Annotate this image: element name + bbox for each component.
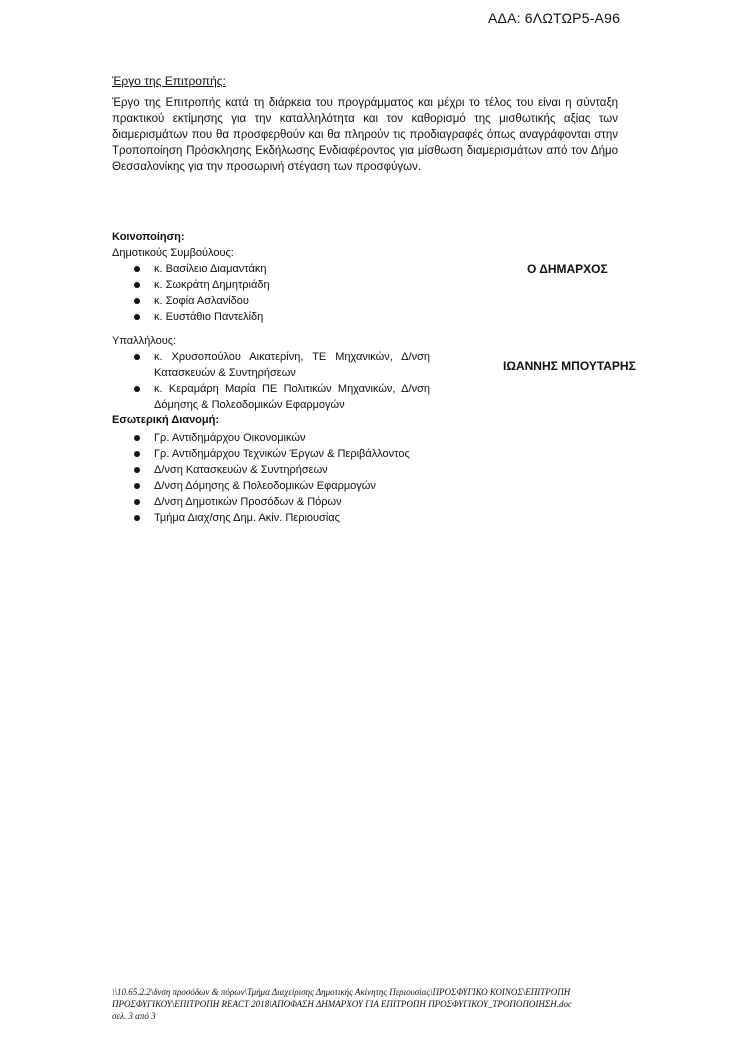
- list-item: κ. Σοφία Ασλανίδου: [112, 293, 270, 309]
- paragraph-line: Τροποποίηση Πρόσκλησης Εκδήλωσης Ενδιαφέροντος για μίσθωση διαμερισμάτων από τον Δήμο: [112, 145, 618, 157]
- footer-line: \\10.65.2.2\δνση προσόδων & πόρων\Τμήμα Διαχείρισης Δημοτικής Ακίνητης Περιουσίας\ΠΡΟΣΦΥΓΙΚΟ ΚΟΙΝΟΣ\ΕΠΙΤΡΟΠΗ: [112, 987, 571, 997]
- councillors-label: Δημοτικούς Συμβούλους:: [112, 247, 234, 259]
- footer-path: [112, 986, 632, 1022]
- section-title: Έργο της Επιτροπής:: [112, 74, 226, 88]
- footer-line: ΠΡΟΣΦΥΓΙΚΟΥ\ΕΠΙΤΡΟΠΗ REACT 2018\ΑΠΟΦΑΣΗ ΔΗΜΑΡΧΟΥ ΓΙΑ ΕΠΙΤΡΟΠΗ ΠΡΟΣΦΥΓΙΚΟΥ_ΤΡΟΠΟΠΟΙΗΣΗ.doc: [112, 999, 572, 1009]
- internal-distribution-block: [112, 412, 410, 526]
- bullet-icon: [134, 298, 140, 304]
- bullet-icon: [134, 354, 140, 360]
- bullet-icon: [134, 282, 140, 288]
- list-item: Δ/νση Κατασκευών & Συντηρήσεων: [112, 462, 410, 478]
- bullet-icon: [134, 499, 140, 505]
- list-item: κ. Ευστάθιο Παντελίδη: [112, 309, 270, 325]
- bullet-icon: [134, 386, 140, 392]
- ada-code: ΑΔΑ: 6ΛΩΤΩΡ5-Α96: [488, 10, 621, 26]
- bullet-icon: [134, 515, 140, 521]
- internal-heading: Εσωτερική Διανομή:: [112, 414, 220, 426]
- committee-paragraph: [112, 95, 618, 175]
- bullet-icon: [134, 266, 140, 272]
- signature-name: ΙΩΑΝΝΗΣ ΜΠΟΥΤΑΡΗΣ: [503, 359, 636, 373]
- employees-label: Υπαλλήλους:: [112, 335, 177, 347]
- list-item: κ. Σωκράτη Δημητριάδη: [112, 277, 270, 293]
- internal-list: [112, 430, 410, 526]
- list-item: κ. Χρυσοπούλου Αικατερίνη, ΤΕ Μηχανικών, Δ/νση Κατασκευών & Συντηρήσεων: [112, 349, 430, 381]
- councillors-list: [112, 261, 270, 325]
- paragraph-line: Θεσσαλονίκης για την προσωρινή στέγαση των προσφύγων.: [112, 161, 422, 173]
- bullet-icon: [134, 467, 140, 473]
- paragraph-line: Έργο της Επιτροπής κατά τη διάρκεια του προγράμματος και μέχρι το τέλος του είναι η σύνταξη: [112, 97, 618, 109]
- paragraph-line: διαμερισμάτων που θα προσφερθούν και θα πληρούν τις προδιαγραφές όπως αναγράφονται στην: [112, 129, 618, 141]
- list-item: Δ/νση Δημοτικών Προσόδων & Πόρων: [112, 494, 410, 510]
- list-item: Γρ. Αντιδημάρχου Οικονομικών: [112, 430, 410, 446]
- bullet-icon: [134, 483, 140, 489]
- employees-list: [112, 349, 430, 413]
- list-item: κ. Βασίλειο Διαμαντάκη: [112, 261, 270, 277]
- bullet-icon: [134, 314, 140, 320]
- list-item: Δ/νση Δόμησης & Πολεοδομικών Εφαρμογών: [112, 478, 410, 494]
- bullet-icon: [134, 451, 140, 457]
- notification-heading: Κοινοποίηση:: [112, 231, 185, 243]
- bullet-icon: [134, 435, 140, 441]
- page-number: σελ. 3 από 3: [112, 1011, 156, 1021]
- list-item: κ. Κεραμάρη Μαρία ΠΕ Πολιτικών Μηχανικών, Δ/νση Δόμησης & Πολεοδομικών Εφαρμογών: [112, 381, 430, 413]
- list-item: Τμήμα Διαχ/σης Δημ. Ακίν. Περιουσίας: [112, 510, 410, 526]
- list-item: Γρ. Αντιδημάρχου Τεχνικών Έργων & Περιβάλλοντος: [112, 446, 410, 462]
- paragraph-line: πρακτικού εκτίμησης για την καταλληλότητα και τον καθορισμό της μισθωτικής αξίας των: [112, 113, 618, 125]
- signature-title: Ο ΔΗΜΑΡΧΟΣ: [527, 262, 608, 276]
- notification-block: [112, 229, 270, 325]
- employees-block: [112, 333, 430, 413]
